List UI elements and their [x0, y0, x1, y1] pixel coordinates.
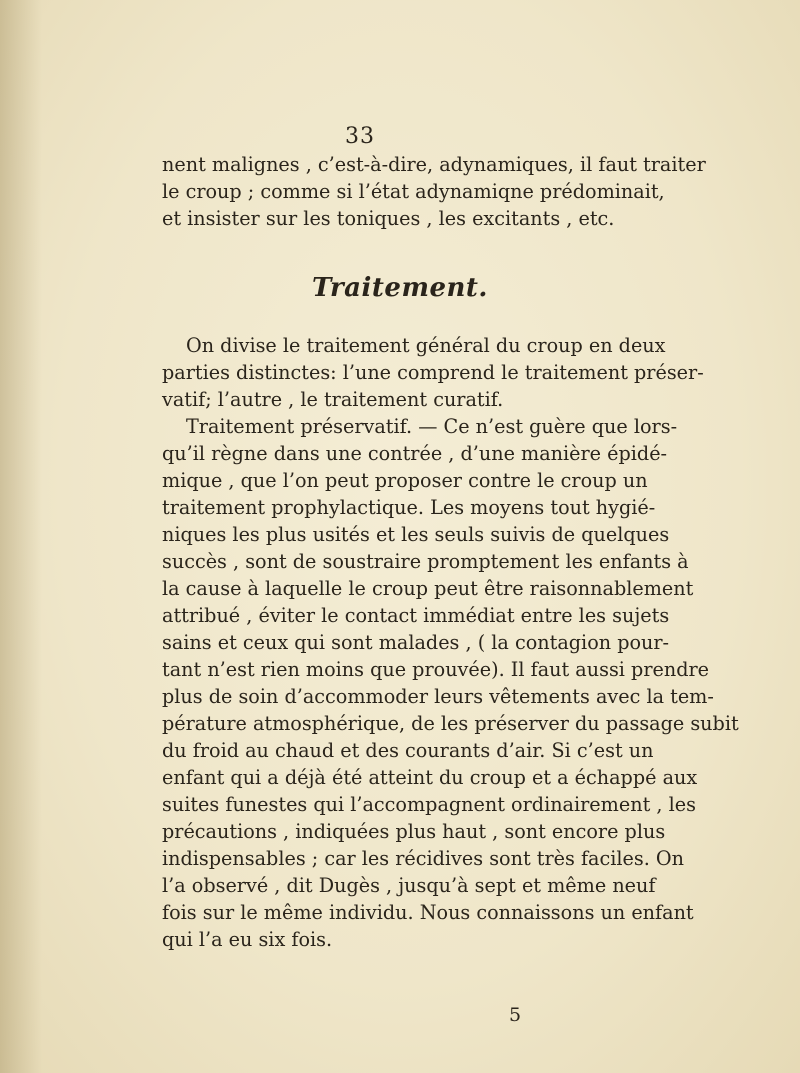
text-line: fois sur le même individu. Nous connaissons un enfant	[162, 901, 694, 924]
page-edge-shadow	[0, 0, 42, 1073]
text-line: Traitement préservatif. — Ce n’est guère que lors-	[186, 415, 678, 438]
section-heading: Traitement.	[312, 273, 488, 303]
text-line: traitement prophylactique. Les moyens tout hygié-	[162, 496, 656, 519]
text-line: pérature atmosphérique, de les préserver du passage subit	[162, 712, 739, 735]
text-line: succès , sont de soustraire promptement les enfants à	[162, 550, 689, 573]
text-line: parties distinctes: l’une comprend le traitement préser-	[162, 361, 704, 384]
text-line: l’a observé , dit Dugès , jusqu’à sept et même neuf	[162, 874, 656, 897]
text-line: du froid au chaud et des courants d’air. Si c’est un	[162, 739, 654, 762]
text-line: vatif; l’autre , le traitement curatif.	[162, 388, 504, 411]
text-line: niques les plus usités et les seuls suivis de quelques	[162, 523, 670, 546]
page-number: 33	[345, 124, 375, 149]
text-line: qu’il règne dans une contrée , d’une manière épidé-	[162, 442, 668, 465]
paragraph-intro	[162, 332, 704, 413]
text-line: sains et ceux qui sont malades , ( la contagion pour-	[162, 631, 670, 654]
text-line: mique , que l’on peut proposer contre le croup un	[162, 469, 648, 492]
paragraph-main	[162, 413, 739, 953]
text-line: plus de soin d’accommoder leurs vêtements avec la tem-	[162, 685, 714, 708]
text-line: enfant qui a déjà été atteint du croup et a échappé aux	[162, 766, 698, 789]
text-line: tant n’est rien moins que prouvée). Il faut aussi prendre	[162, 658, 710, 681]
text-line: qui l’a eu six fois.	[162, 928, 333, 951]
paragraph-top	[162, 151, 706, 232]
text-line: et insister sur les toniques , les excitants , etc.	[162, 207, 615, 230]
body-text	[162, 151, 739, 953]
text-line: suites funestes qui l’accompagnent ordinairement , les	[162, 793, 696, 816]
text-line: indispensables ; car les récidives sont très faciles. On	[162, 847, 684, 870]
text-line: le croup ; comme si l’état adynamiqne prédominait,	[162, 180, 665, 203]
text-line: attribué , éviter le contact immédiat entre les sujets	[162, 604, 670, 627]
text-line: la cause à laquelle le croup peut être raisonnablement	[162, 577, 694, 600]
signature-mark: 5	[508, 1004, 522, 1026]
text-line: nent malignes , c’est-à-dire, adynamiques, il faut traiter	[162, 153, 706, 176]
text-line: précautions , indiquées plus haut , sont encore plus	[162, 820, 666, 843]
text-line: On divise le traitement général du croup en deux	[186, 334, 666, 357]
